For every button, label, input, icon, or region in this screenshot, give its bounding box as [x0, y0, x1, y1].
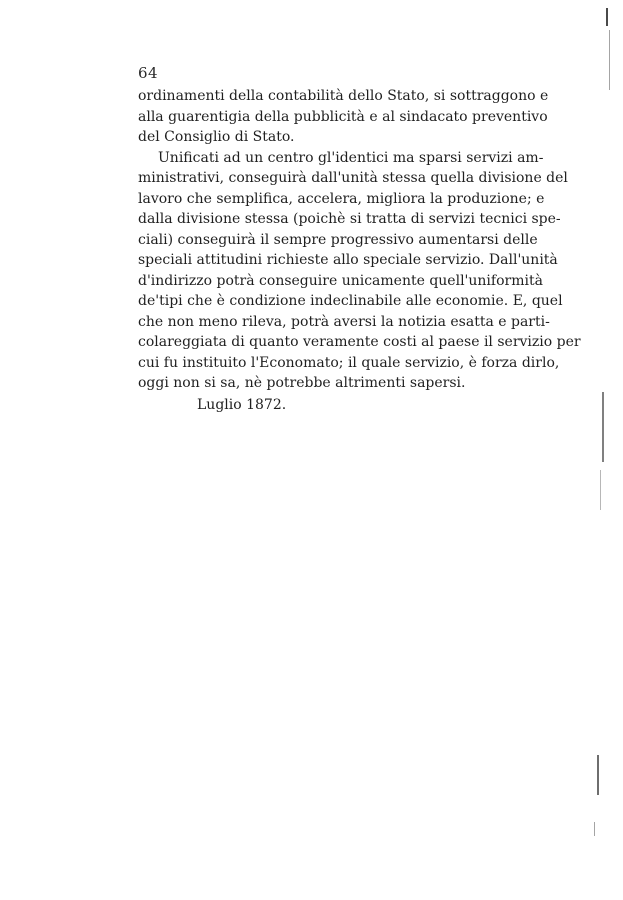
- text-line: d'indirizzo potrà conseguire unicamente quell'uniformità: [138, 272, 543, 289]
- paragraph-1: [138, 86, 549, 148]
- date-signature: Luglio 1872.: [197, 396, 287, 413]
- text-line: oggi non si sa, nè potrebbe altrimenti sapersi.: [138, 375, 466, 391]
- text-line: ciali) conseguirà il sempre progressivo aumentarsi delle: [138, 231, 538, 248]
- binding-edge-mark: [606, 8, 608, 26]
- text-line: ordinamenti della contabilità dello Stato, si sottraggono e: [138, 88, 549, 104]
- binding-edge-mark: [594, 822, 595, 836]
- text-line: lavoro che semplifica, accelera, migliora la produzione; e: [138, 190, 545, 207]
- binding-edge-mark: [609, 30, 610, 90]
- body-text: [138, 86, 581, 415]
- text-line: che non meno rileva, potrà aversi la notizia esatta e parti-: [138, 313, 550, 330]
- text-line: alla guarentigia della pubblicità e al sindacato preventivo: [138, 108, 548, 125]
- text-line: de'tipi che è condizione indeclinabile alle economie. E, quel: [138, 293, 563, 309]
- text-line: del Consiglio di Stato.: [138, 129, 295, 145]
- page-number: 64: [138, 64, 159, 82]
- binding-edge-mark: [600, 470, 601, 510]
- text-line: cui fu instituito l'Economato; il quale servizio, è forza dirlo,: [138, 354, 560, 371]
- paragraph-2: [138, 148, 581, 394]
- text-line: colareggiata di quanto veramente costi al paese il servizio per: [138, 334, 581, 350]
- text-line: speciali attitudini richieste allo speciale servizio. Dall'unità: [138, 252, 558, 268]
- binding-edge-mark: [602, 392, 604, 462]
- binding-edge-mark: [597, 755, 599, 795]
- text-line: dalla divisione stessa (poichè si tratta di servizi tecnici spe-: [138, 211, 561, 227]
- text-line: ministrativi, conseguirà dall'unità stessa quella divisione del: [138, 170, 568, 186]
- text-line: Unificati ad un centro gl'identici ma sparsi servizi am-: [158, 149, 544, 166]
